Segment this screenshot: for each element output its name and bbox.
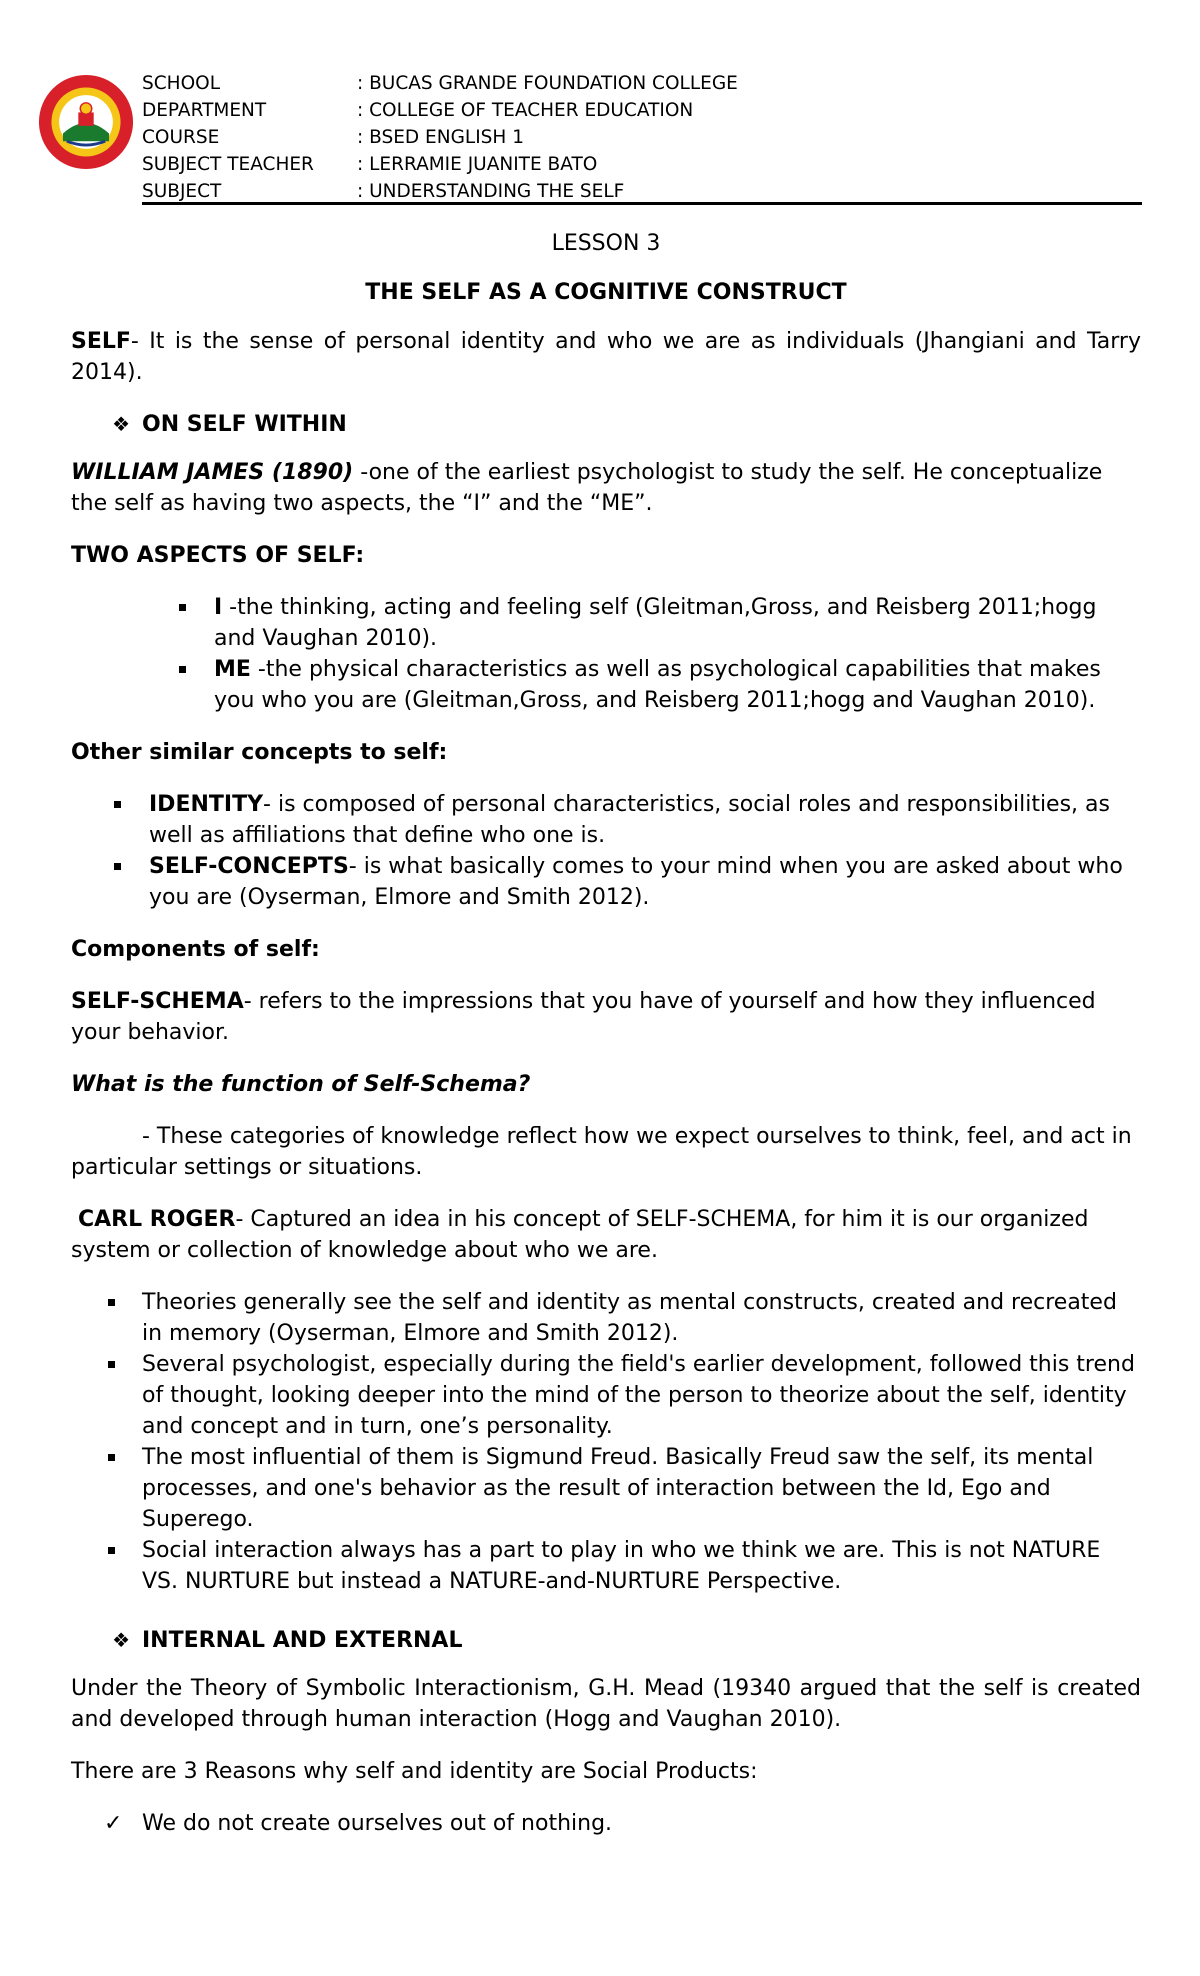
square-bullet-icon [108,1299,115,1306]
header-value: : UNDERSTANDING THE SELF [357,181,625,202]
term: WILLIAM JAMES (1890) [71,460,354,485]
header-divider [142,202,1142,205]
document-body [71,228,1141,1839]
header-row-school [142,70,738,97]
components-heading: Components of self: [71,937,320,962]
header-row-course [142,124,738,151]
item-text: - is composed of personal characteristics, social roles and responsibilities, as well as affiliations that define who one is. [149,792,1110,848]
header-value: : COLLEGE OF TEACHER EDUCATION [357,100,694,121]
term: CARL ROGER [78,1207,236,1232]
list-item [71,654,1141,716]
square-bullet-icon [108,1547,115,1554]
item-text: We do not create ourselves out of nothing. [142,1811,613,1836]
definition-text: - refers to the impressions that you have of yourself and how they influenced your behavior. [71,989,1096,1045]
list-item [71,1535,1141,1597]
self-definition [71,326,1141,388]
lesson-number: LESSON 3 [551,231,661,256]
carl-roger-paragraph [71,1204,1141,1266]
square-bullet-icon [179,666,186,673]
header-value: : BSED ENGLISH 1 [357,127,524,148]
william-james-paragraph [71,457,1141,519]
term: IDENTITY [149,792,264,817]
item-text: The most influential of them is Sigmund Freud. Basically Freud saw the self, its mental processes, and one's behavior as the result of interaction between the Id, Ego and Superego. [142,1445,1094,1532]
square-bullet-icon [108,1454,115,1461]
checkmark-icon: ✓ [104,1811,123,1836]
theories-list [71,1287,1141,1597]
diamond-bullet-icon: ❖ [112,1628,130,1652]
paragraph-text: -one of the earliest psychologist to study the self. He conceptualize the self as having two aspects, the “I” and the “ME”. [71,460,1103,516]
list-item [71,1808,1141,1839]
diamond-bullet-icon: ❖ [112,412,130,436]
item-text: Several psychologist, especially during the field's earlier development, followed this trend of thought, looking deeper into the mind of the person to theorize about the self, identity and concept and in turn, one’s personality. [142,1352,1135,1439]
section-title: ON SELF WITHIN [142,412,347,437]
section-heading-on-self-within [71,409,1141,440]
item-text: Social interaction always has a part to play in who we think we are. This is not NATURE VS. NURTURE but instead a NATURE-and-NURTURE Perspective. [142,1538,1101,1594]
header-value: : BUCAS GRANDE FOUNDATION COLLEGE [357,73,738,94]
list-item [71,789,1141,851]
list-item [71,851,1141,913]
item-text: Theories generally see the self and identity as mental constructs, created and recreated in memory (Oyserman, Elmore and Smith 2012). [142,1290,1117,1346]
school-seal-logo [38,74,134,170]
header-row-subject [142,178,738,205]
paragraph-text: - Captured an idea in his concept of SELF-SCHEMA, for him it is our organized system or collection of knowledge about who we are. [71,1207,1089,1263]
square-bullet-icon [114,801,121,808]
term: SELF [71,329,131,354]
header-label: DEPARTMENT [142,100,267,121]
other-concepts-heading: Other similar concepts to self: [71,740,448,765]
item-text: - is what basically comes to your mind when you are asked about who you are (Oyserman, Elmore and Smith 2012). [149,854,1123,910]
concepts-list [71,789,1141,913]
header-label: SUBJECT TEACHER [142,154,314,175]
list-item [71,592,1141,654]
item-text: -the thinking, acting and feeling self (Gleitman,Gross, and Reisberg 2011;hogg and Vaughan 2010). [214,595,1097,651]
definition-text: - It is the sense of personal identity and who we are as individuals (Jhangiani and Tarry 2014). [71,329,1141,385]
function-question: What is the function of Self-Schema? [71,1072,531,1097]
list-item [71,1287,1141,1349]
section-title: INTERNAL AND EXTERNAL [142,1628,463,1653]
section-heading-internal-external [71,1625,1141,1656]
term: SELF-SCHEMA [71,989,244,1014]
term: I [214,595,223,620]
term: SELF-CONCEPTS [149,854,349,879]
list-item [71,1442,1141,1535]
lesson-title: THE SELF AS A COGNITIVE CONSTRUCT [365,280,847,305]
header-label: COURSE [142,127,220,148]
square-bullet-icon [179,604,186,611]
header-row-department [142,97,738,124]
list-item [71,1349,1141,1442]
term: ME [214,657,251,682]
square-bullet-icon [108,1361,115,1368]
two-aspects-heading: TWO ASPECTS OF SELF: [71,543,365,568]
item-text: -the physical characteristics as well as psychological capabilities that makes you who you are (Gleitman,Gross, and Reisberg 2011;hogg and Vaughan 2010). [214,657,1101,713]
square-bullet-icon [114,863,121,870]
mead-paragraph: Under the Theory of Symbolic Interactionism, G.H. Mead (19340 argued that the self is created and developed through human interaction (Hogg and Vaughan 2010). [71,1676,1141,1732]
school-info-header [142,70,738,205]
header-label: SCHOOL [142,73,221,94]
header-label: SUBJECT [142,181,222,202]
reasons-intro: There are 3 Reasons why self and identity are Social Products: [71,1759,758,1784]
header-value: : LERRAMIE JUANITE BATO [357,154,598,175]
header-row-teacher [142,151,738,178]
self-schema-definition [71,986,1141,1048]
function-answer: - These categories of knowledge reflect how we expect ourselves to think, feel, and act in particular settings or situations. [71,1124,1132,1180]
aspects-list [71,592,1141,716]
